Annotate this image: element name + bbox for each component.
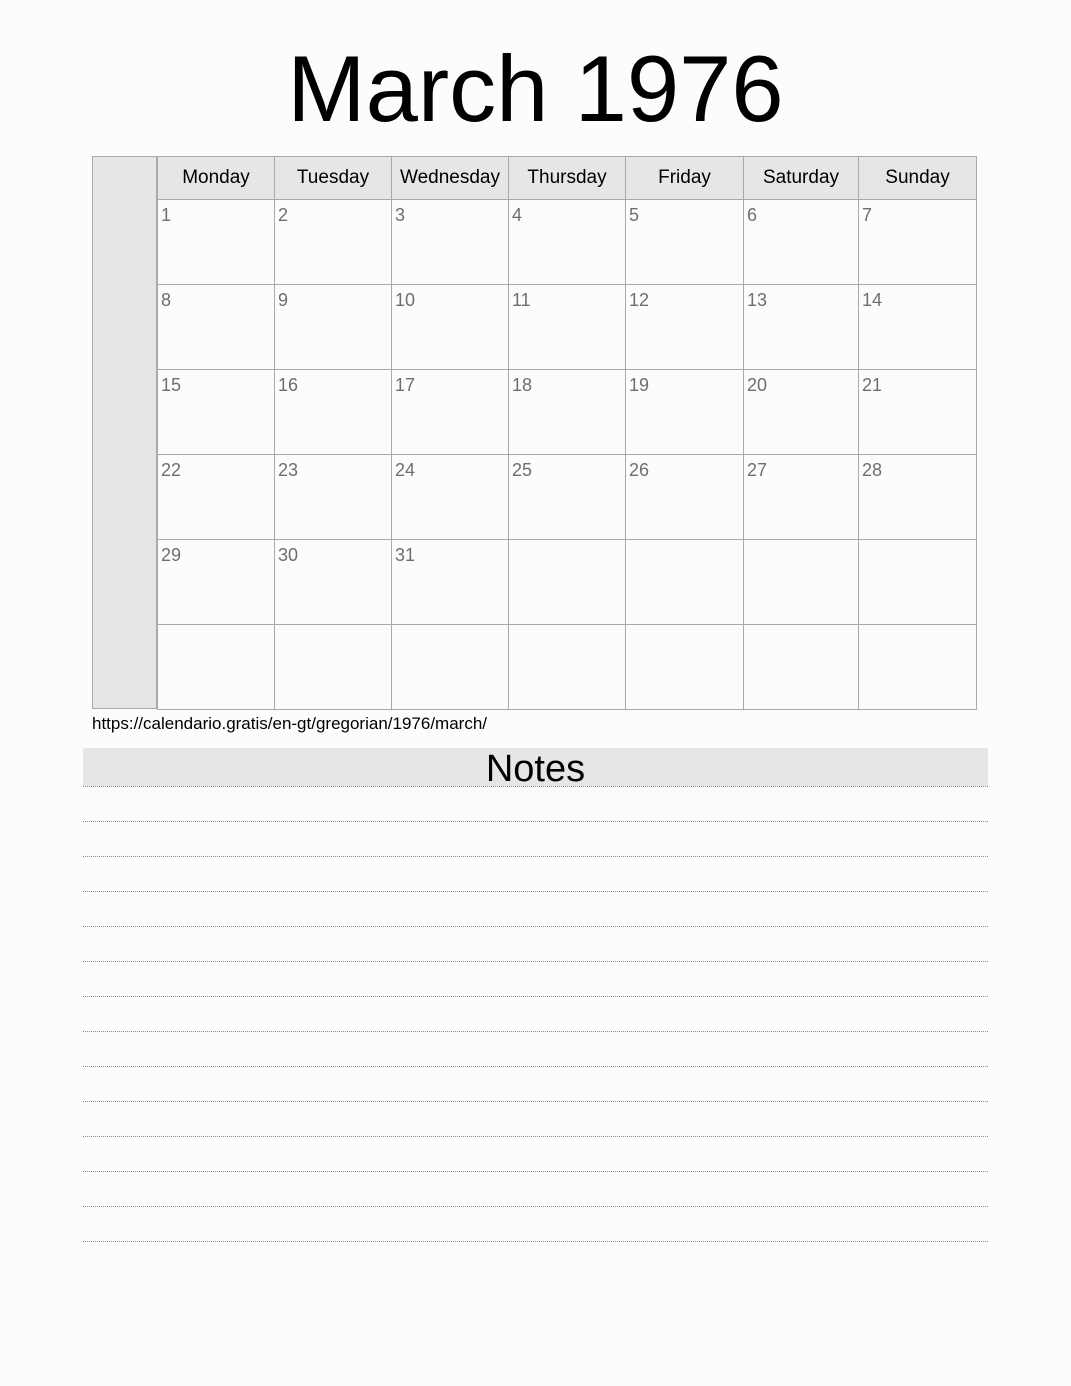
day-cell	[158, 200, 275, 285]
note-line[interactable]	[83, 997, 988, 1032]
day-number: 25	[512, 460, 533, 480]
day-cell	[275, 285, 392, 370]
day-cell	[392, 200, 509, 285]
day-number: 22	[161, 460, 182, 480]
day-cell	[626, 540, 744, 625]
day-cell	[509, 285, 626, 370]
day-cell	[626, 285, 744, 370]
weekday-header-monday: Monday	[158, 157, 275, 200]
day-number: 23	[278, 460, 299, 480]
calendar-grid	[157, 156, 977, 710]
day-number: 2	[278, 205, 289, 225]
day-number: 9	[278, 290, 289, 310]
day-number: 21	[862, 375, 883, 395]
weekday-header-sunday: Sunday	[859, 157, 977, 200]
day-cell	[859, 625, 977, 710]
day-cell	[744, 625, 859, 710]
day-number: 3	[395, 205, 406, 225]
day-cell	[275, 540, 392, 625]
day-cell	[158, 285, 275, 370]
day-cell	[392, 540, 509, 625]
day-number: 19	[629, 375, 650, 395]
day-cell	[744, 455, 859, 540]
day-cell	[275, 625, 392, 710]
day-number: 31	[395, 545, 416, 565]
day-cell	[859, 370, 977, 455]
day-number: 14	[862, 290, 883, 310]
day-cell	[392, 455, 509, 540]
day-cell	[158, 455, 275, 540]
day-cell	[509, 370, 626, 455]
note-line[interactable]	[83, 892, 988, 927]
note-line[interactable]	[83, 927, 988, 962]
day-cell	[859, 285, 977, 370]
day-number: 15	[161, 375, 182, 395]
day-number: 20	[747, 375, 768, 395]
day-number: 26	[629, 460, 650, 480]
note-line[interactable]	[83, 857, 988, 892]
note-line[interactable]	[83, 786, 988, 822]
day-cell	[859, 455, 977, 540]
day-cell	[626, 200, 744, 285]
day-number: 6	[747, 205, 758, 225]
note-line[interactable]	[83, 1032, 988, 1067]
day-cell	[509, 625, 626, 710]
day-number: 24	[395, 460, 416, 480]
day-number: 17	[395, 375, 416, 395]
day-cell	[392, 285, 509, 370]
note-line[interactable]	[83, 1207, 988, 1242]
day-cell	[859, 200, 977, 285]
note-line[interactable]	[83, 1067, 988, 1102]
day-cell	[744, 285, 859, 370]
day-cell	[859, 540, 977, 625]
day-number: 13	[747, 290, 768, 310]
note-line[interactable]	[83, 962, 988, 997]
day-number: 16	[278, 375, 299, 395]
day-cell	[275, 200, 392, 285]
day-number: 29	[161, 545, 182, 565]
day-number: 8	[161, 290, 172, 310]
note-line[interactable]	[83, 1172, 988, 1207]
day-cell	[158, 370, 275, 455]
day-number: 5	[629, 205, 640, 225]
day-cell	[626, 455, 744, 540]
notes-lines	[83, 786, 988, 1242]
day-number: 10	[395, 290, 416, 310]
day-cell	[744, 370, 859, 455]
weekday-header-wednesday: Wednesday	[392, 157, 509, 200]
note-line[interactable]	[83, 822, 988, 857]
day-cell	[509, 455, 626, 540]
day-cell	[509, 540, 626, 625]
day-cell	[392, 370, 509, 455]
weekday-header-saturday: Saturday	[744, 157, 859, 200]
note-line[interactable]	[83, 1102, 988, 1137]
calendar-title: March 1976	[287, 36, 784, 141]
weekday-header-friday: Friday	[626, 157, 744, 200]
day-cell	[158, 625, 275, 710]
day-cell	[509, 200, 626, 285]
day-cell	[392, 625, 509, 710]
note-line[interactable]	[83, 1137, 988, 1172]
week-number-column	[92, 156, 157, 709]
day-cell	[275, 370, 392, 455]
day-number: 28	[862, 460, 883, 480]
day-cell	[744, 540, 859, 625]
source-url-link[interactable]: https://calendario.gratis/en-gt/gregorian/1976/march/	[92, 714, 488, 733]
day-cell	[275, 455, 392, 540]
notes-header	[83, 748, 988, 790]
day-number: 18	[512, 375, 533, 395]
weekday-header-thursday: Thursday	[509, 157, 626, 200]
day-number: 4	[512, 205, 523, 225]
day-cell	[744, 200, 859, 285]
day-number: 1	[161, 205, 172, 225]
weekday-header-tuesday: Tuesday	[275, 157, 392, 200]
notes-title: Notes	[485, 748, 586, 790]
day-number: 27	[747, 460, 768, 480]
day-number: 11	[512, 290, 531, 310]
day-cell	[158, 540, 275, 625]
day-number: 7	[862, 205, 873, 225]
day-cell	[626, 625, 744, 710]
day-cell	[626, 370, 744, 455]
day-number: 30	[278, 545, 299, 565]
day-number: 12	[629, 290, 650, 310]
